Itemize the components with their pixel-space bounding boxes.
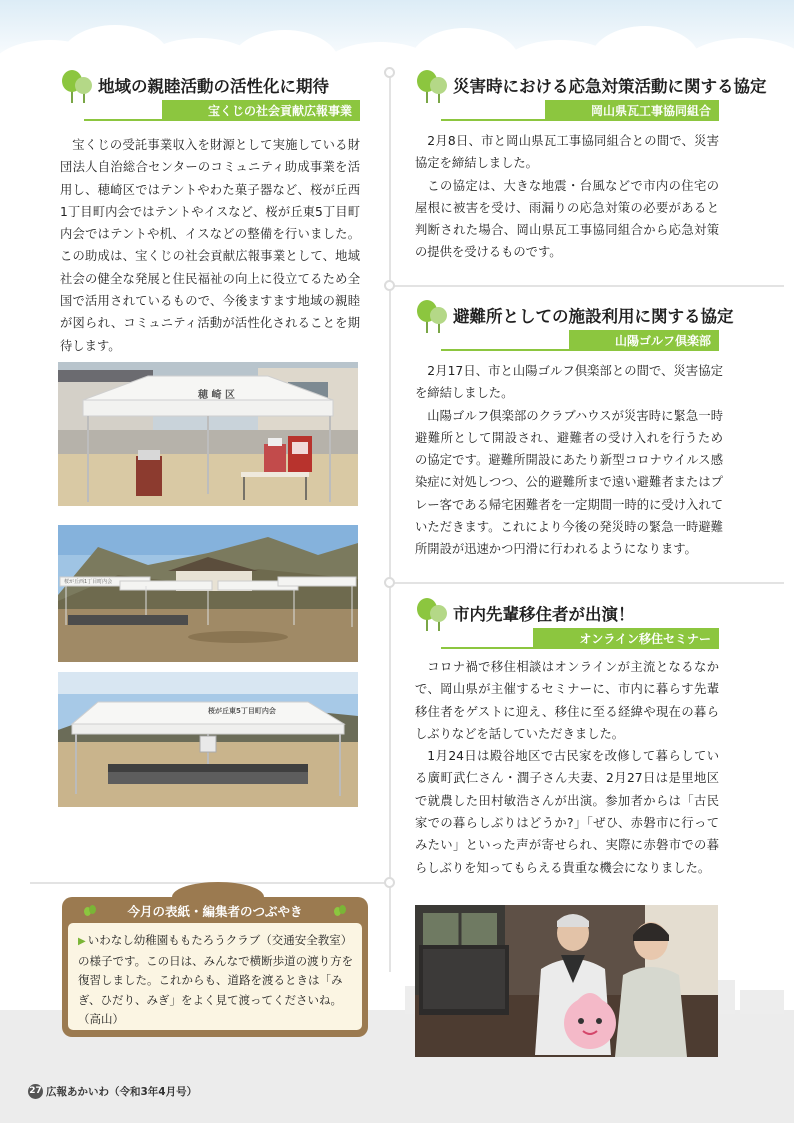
section-header (415, 598, 719, 628)
paragraph: 1月24日は殿谷地区で古民家を改修して暮らしている廣町武仁さん・潤子さん夫妻、2月27日は是里地区で就農した田村敏浩さんが出演。参加者からは「古民家での暮らしぶりはどうか?」「ぜひ、赤磐市に行ってみたい」といった声が寄せられ、実際に赤磐市での暮らしぶりを知ってもらえる貴重な機会になりました。 (415, 749, 719, 875)
subtitle-bar (441, 100, 719, 121)
section-divider (389, 285, 784, 287)
subtitle-bar (441, 330, 719, 351)
section-subtitle: 岡山県瓦工事協同組合 (545, 100, 719, 119)
triangle-right-icon: ▶ (78, 936, 86, 947)
memo-text (78, 931, 354, 1030)
divider-dot (384, 877, 395, 888)
column-divider (389, 72, 391, 972)
section-subtitle: 山陽ゴルフ倶楽部 (569, 330, 719, 349)
sky-background (0, 0, 794, 70)
paragraph: 2月17日、市と山陽ゴルフ倶楽部との間で、災害協定を締結しました。 (415, 364, 723, 401)
section-title: 市内先輩移住者が出演！ (453, 605, 635, 624)
memo-body: いわなし幼稚園ももたろうクラブ（交通安全教室）の様子です。この日は、みんなで横断歩道の渡り方を復習しました。これからも、道路を渡るときは「みぎ、ひだり、みぎ」をよく見て渡ってくださいね。（高山） (78, 933, 354, 1026)
paragraph: コロナ禍で移住相談はオンラインが主流となるなかで、岡山県が主催するセミナーに、市内に暮らす先輩移住者をゲストに迎え、移住に至る経緯や現在の暮らしぶりなどを話していただきました。 (415, 660, 719, 741)
paragraph: 宝くじの受託事業収入を財源として実施している財団法人自治総合センターのコミュニティ助成事業を活用し、穂崎区ではテントやわた菓子器など、桜が丘西1丁目町内会ではテントやイスなど、桜が丘東5丁目町内会ではテントや机、イスなどの整備を行いました。この助成は、宝くじの社会貢献広報事業として、地域社会の健全な発展と住民福祉の向上に役立てるため全国で活用されているもので、今後ますます地域の親睦が図られ、コミュニティ活動が活性化されることを期待します。 (60, 138, 360, 353)
photo-tent-tables (58, 672, 358, 807)
paragraph: 2月8日、市と岡山県瓦工事協同組合との間で、災害協定を締結しました。 (415, 134, 719, 171)
section-migrants (415, 598, 719, 875)
editor-memo-box (62, 897, 368, 1037)
subtitle-bar (441, 628, 719, 649)
section-body (415, 360, 723, 561)
section-shelter (415, 300, 734, 557)
section-title: 避難所としての施設利用に関する協定 (453, 307, 734, 326)
memo-title: 今月の表紙・編集者のつぶやき (127, 904, 303, 919)
publication-label: 広報あかいわ（令和3年4月号） (46, 1086, 198, 1098)
section-subtitle: 宝くじの社会貢献広報事業 (162, 100, 360, 119)
divider-dot (384, 577, 395, 588)
page-number: 27 (28, 1084, 43, 1099)
divider-dot (384, 67, 395, 78)
section-divider (389, 582, 784, 584)
section-body (415, 130, 719, 264)
photo-tents-field (58, 525, 358, 662)
tree-icon (60, 70, 96, 104)
banner-text: 桜が丘西1丁目町内会 (64, 579, 113, 585)
page-footer (28, 1084, 197, 1099)
tree-icon (415, 598, 451, 632)
section-subtitle: オンライン移住セミナー (533, 628, 719, 647)
subtitle-bar (84, 100, 360, 121)
section-title: 災害時における応急対策活動に関する協定 (453, 77, 767, 96)
section-disaster (415, 70, 767, 260)
section-body (415, 656, 719, 879)
section-title: 地域の親睦活動の活性化に期待 (98, 77, 329, 96)
photo-seminar-guests (415, 905, 718, 1057)
tree-icon (415, 300, 451, 334)
photo-tent-hozaki (58, 362, 358, 506)
banner-text: 桜が丘東5丁目町内会 (208, 707, 276, 715)
section-header (415, 300, 734, 330)
section-community (60, 70, 360, 353)
paragraph: この協定は、大きな地震・台風などで市内の住宅の屋根に被害を受け、雨漏りの応急対策の必要があると判断された場合、岡山県瓦工事協同組合から応急対策の提供を受けるものです。 (415, 178, 719, 260)
section-header (60, 70, 360, 100)
tent-sign-text: 穂 崎 区 (198, 390, 235, 401)
tree-icon (415, 70, 451, 104)
section-header (415, 70, 767, 100)
paragraph: 山陽ゴルフ倶楽部のクラブハウスが災害時に緊急一時避難所として開設され、避難者の受け入れを行うための協定です。避難所開設にあたり新型コロナウイルス感染症に対処しつつ、公的避難所まで遠い避難者またはプレー客である帰宅困難者を一定期間一時的に受け入れていただきます。これにより今後の発災時の緊急一時避難所開設が迅速かつ円滑に行われるようになります。 (415, 408, 723, 557)
memo-paper (68, 923, 362, 1030)
divider-dot (384, 280, 395, 291)
section-body (60, 134, 360, 357)
